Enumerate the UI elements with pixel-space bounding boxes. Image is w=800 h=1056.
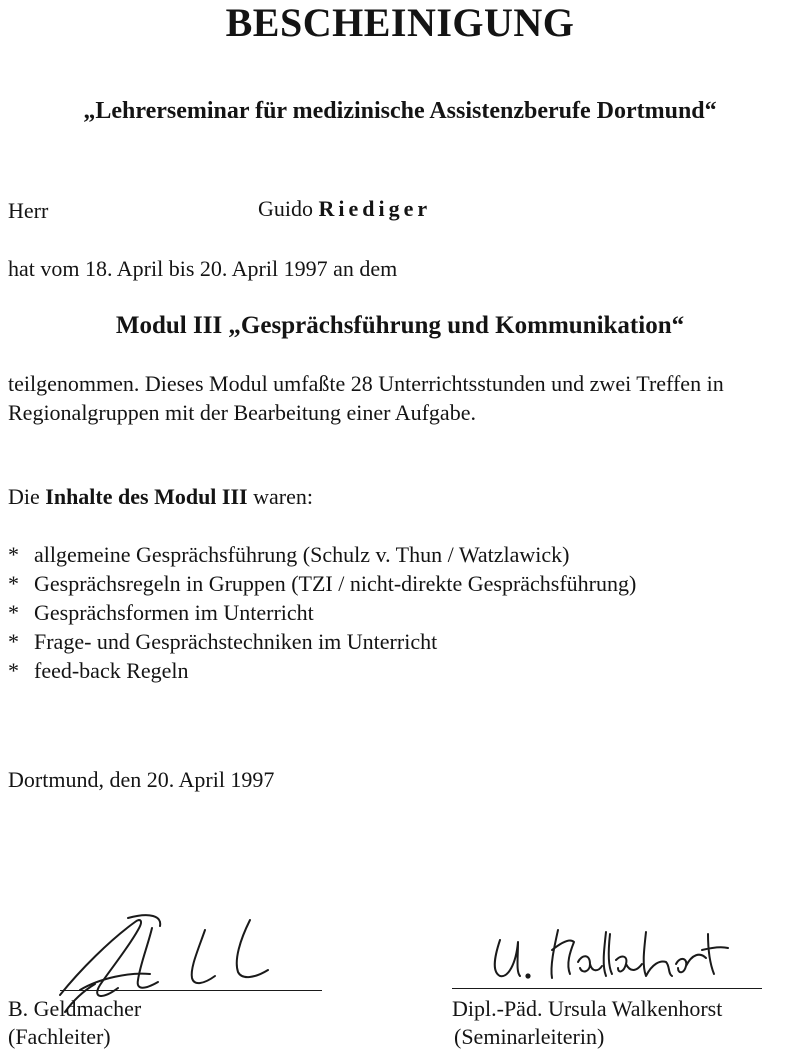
signature-right-icon [470, 920, 740, 990]
list-item [8, 656, 636, 685]
contents-list [8, 540, 636, 685]
contents-intro-suffix: waren: [253, 484, 313, 509]
recipient-name [258, 195, 431, 223]
bullet-star-icon: * [8, 600, 19, 625]
list-item [8, 540, 636, 569]
signature-line-left [60, 990, 322, 991]
module-description [8, 369, 798, 427]
module-title: Modul III „Gesprächsführung und Kommunikation“ [115, 312, 685, 339]
list-item [8, 569, 636, 598]
recipient-given-name: Guido [258, 196, 313, 221]
contents-intro [8, 483, 313, 511]
bullet-star-icon: * [8, 658, 19, 683]
list-item-text: Gesprächsregeln in Gruppen (TZI / nicht-direkte Gesprächsführung) [34, 571, 637, 596]
list-item-text: Gesprächsformen im Unterricht [34, 600, 314, 625]
recipient-surname: Riediger [318, 196, 432, 221]
institution-name: „Lehrerseminar für medizinische Assistenzberufe Dortmund“ [83, 98, 717, 124]
bullet-star-icon: * [8, 571, 19, 596]
module-description-line-2: Regionalgruppen mit der Bearbeitung einer Aufgabe. [8, 400, 476, 425]
document-title: BESCHEINIGUNG [225, 0, 575, 45]
participation-text: hat vom 18. April bis 20. April 1997 an dem [8, 256, 398, 281]
list-item [8, 598, 636, 627]
signer-left-name: B. Geldmacher [8, 996, 142, 1021]
list-item-text: allgemeine Gesprächsführung (Schulz v. Thun / Watzlawick) [34, 542, 570, 567]
signer-right-role: (Seminarleiterin) [454, 1024, 605, 1049]
signer-right-name: Dipl.-Päd. Ursula Walkenhorst [452, 996, 723, 1021]
list-item [8, 627, 636, 656]
bullet-star-icon: * [8, 629, 19, 654]
bullet-star-icon: * [8, 542, 19, 567]
salutation: Herr [8, 198, 49, 223]
place-date: Dortmund, den 20. April 1997 [8, 767, 275, 792]
signature-line-right [452, 988, 762, 989]
list-item-text: feed-back Regeln [34, 658, 189, 683]
contents-intro-prefix: Die [8, 484, 40, 509]
list-item-text: Frage- und Gesprächstechniken im Unterricht [34, 629, 438, 654]
contents-intro-bold: Inhalte des Modul III [45, 484, 248, 509]
signer-left-role: (Fachleiter) [8, 1024, 111, 1049]
module-description-line-1: teilgenommen. Dieses Modul umfaßte 28 Unterrichtsstunden und zwei Treffen in [8, 371, 724, 396]
